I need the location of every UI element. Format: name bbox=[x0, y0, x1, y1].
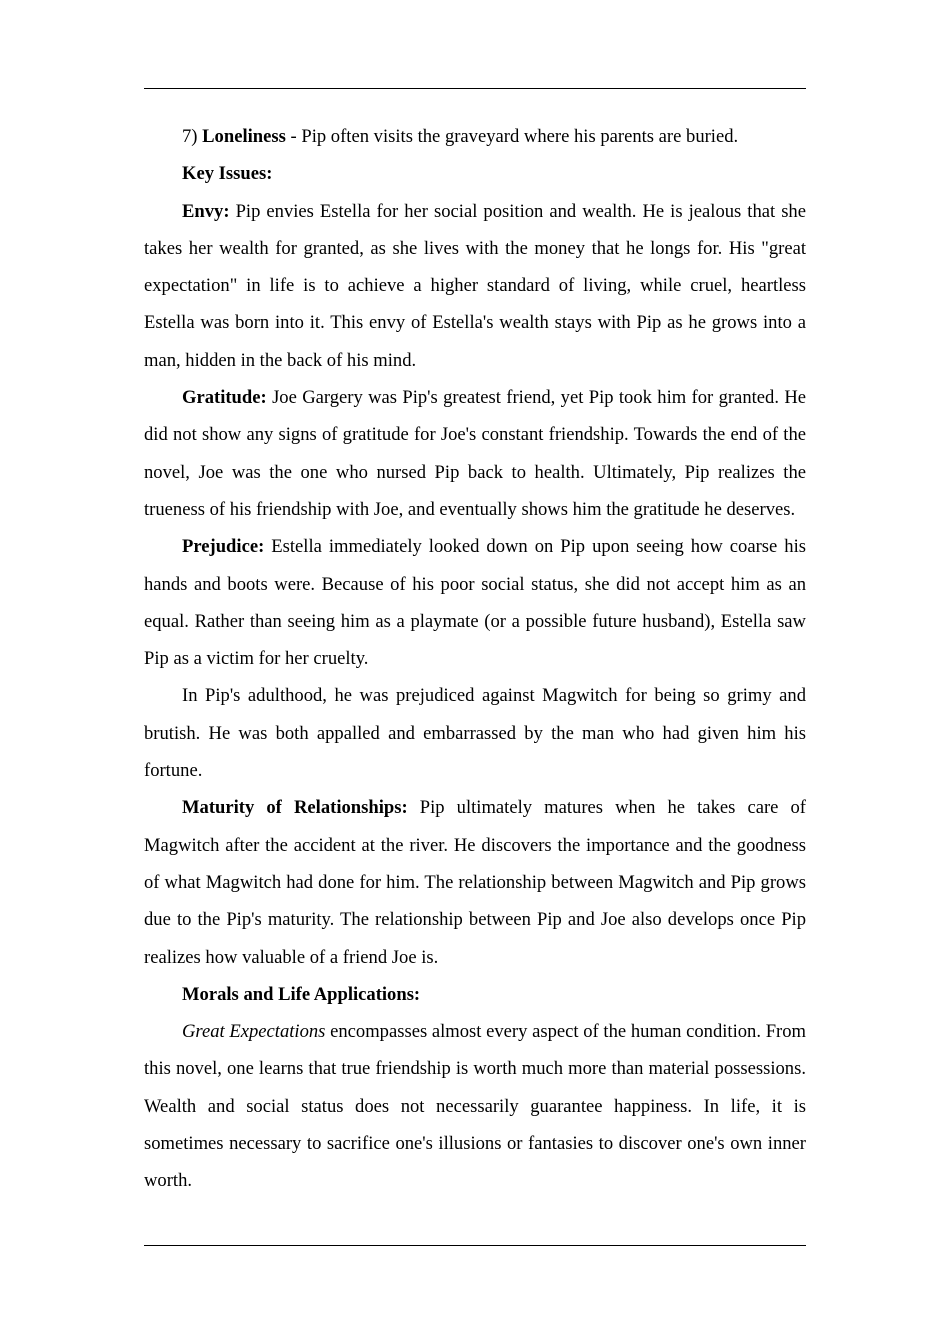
document-body bbox=[144, 118, 806, 1200]
morals-text: encompasses almost every aspect of the human condition. From this novel, one learns that true friendship is worth much more than material possessions. Wealth and social status does not necessarily guarantee happiness. In life, it is sometimes necessary to sacrifice one's illusions or fantasies to discover one's own inner worth. bbox=[144, 1021, 806, 1192]
gratitude-text: Joe Gargery was Pip's greatest friend, yet Pip took him for granted. He did not show any signs of gratitude for Joe's constant friendship. Towards the end of the novel, Joe was the one who nursed Pip back to health. Ultimately, Pip realizes the trueness of his friendship with Joe, and eventually shows him the gratitude he deserves. bbox=[144, 387, 807, 520]
paragraph-prejudice bbox=[144, 528, 806, 677]
term-maturity: Maturity of Relationships: bbox=[182, 797, 408, 819]
loneliness-text: - Pip often visits the graveyard where his parents are buried. bbox=[290, 126, 739, 147]
list-number: 7) bbox=[182, 126, 198, 147]
heading-key-issues: Key Issues: bbox=[182, 163, 273, 185]
header-rule bbox=[144, 88, 806, 89]
paragraph-maturity bbox=[144, 789, 806, 975]
term-envy: Envy: bbox=[182, 200, 230, 222]
term-prejudice: Prejudice: bbox=[182, 536, 265, 558]
footer-rule bbox=[144, 1245, 806, 1246]
maturity-text: Pip ultimately matures when he takes care of Magwitch after the accident at the river. He discovers the importance and the goodness of what Magwitch had done for him. The relationship between Magwitch and Pip grows due to the Pip's maturity. The relationship between Pip and Joe also develops once Pip realizes how valuable of a friend Joe is. bbox=[144, 797, 806, 968]
paragraph-envy bbox=[144, 193, 806, 379]
paragraph-morals bbox=[144, 1013, 806, 1199]
prejudice-text: Estella immediately looked down on Pip upon seeing how coarse his hands and boots were. Because of his poor social status, she did not accept him as an equal. Rather than seeing him as a playmate (or a possible future husband), Estella saw Pip as a victim for her cruelty. bbox=[144, 536, 806, 670]
heading-morals: Morals and Life Applications: bbox=[182, 983, 421, 1005]
paragraph-loneliness bbox=[144, 118, 806, 155]
paragraph-gratitude bbox=[144, 379, 806, 528]
term-loneliness: Loneliness bbox=[202, 126, 286, 147]
novel-title: Great Expectations bbox=[182, 1021, 326, 1043]
envy-text: Pip envies Estella for her social position and wealth. He is jealous that she takes her wealth for granted, as she lives with the money that he longs for. His "great expectation" in life is to achieve a higher standard of living, while cruel, heartless Estella was born into it. This envy of Estella's wealth stays with Pip as he grows into a man, hidden in the back of his mind. bbox=[144, 200, 806, 371]
paragraph-adulthood: In Pip's adulthood, he was prejudiced against Magwitch for being so grimy and brutish. He was both appalled and embarrassed by the man who had given him his fortune. bbox=[144, 685, 806, 782]
term-gratitude: Gratitude: bbox=[182, 387, 267, 409]
